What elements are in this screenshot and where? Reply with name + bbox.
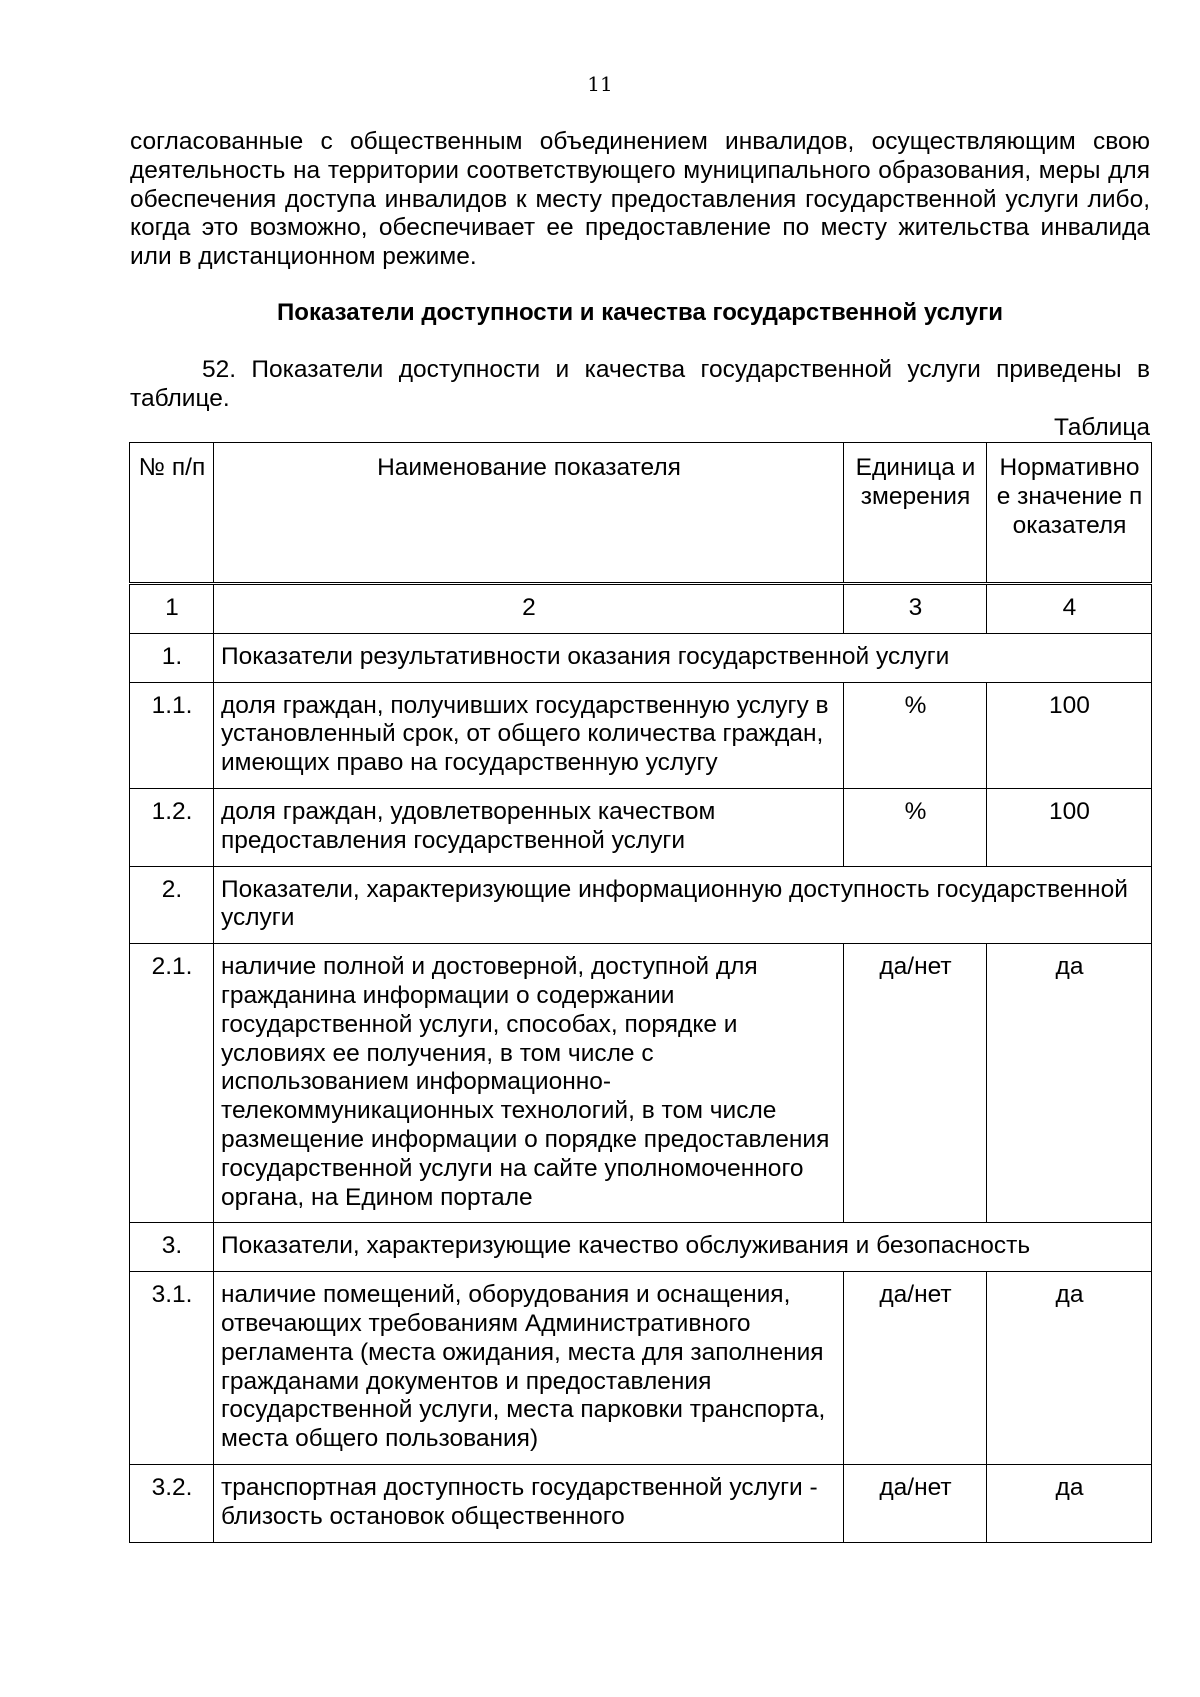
unit-cell: да/нет xyxy=(844,944,987,1223)
indicator-table-body xyxy=(130,585,1152,1543)
header-indicator-name: Наименование показателя xyxy=(214,443,844,583)
table-row xyxy=(130,788,1152,866)
header-norm-value: Нормативное значение показателя xyxy=(987,443,1152,583)
row-number: 1. xyxy=(130,633,214,682)
table-section-row xyxy=(130,633,1152,682)
row-number: 2. xyxy=(130,866,214,944)
table-row xyxy=(130,944,1152,1223)
indicator-name: наличие полной и достоверной, доступной для гражданина информации о содержании государственной услуги, способах, порядке и условиях ее получения, в том числе с использованием информационно-телекоммуникационных технологий, в том числе размещение информации о порядке предоставления государственной услуги на сайте уполномоченного органа, на Едином портале xyxy=(214,944,844,1223)
row-number: 1.1. xyxy=(130,682,214,788)
table-row xyxy=(130,682,1152,788)
paragraph-52: 52. Показатели доступности и качества государственной услуги приведены в таблице. xyxy=(130,356,1150,412)
norm-value-cell: 100 xyxy=(987,788,1152,866)
unit-cell: % xyxy=(844,682,987,788)
column-number-row xyxy=(130,585,1152,634)
page-number: 11 xyxy=(587,72,613,96)
table-header-row xyxy=(130,443,1152,583)
column-number-cell: 4 xyxy=(987,585,1152,634)
table-section-row xyxy=(130,866,1152,944)
section-heading: Показатели результативности оказания государственной услуги xyxy=(214,633,1152,682)
column-number-cell: 2 xyxy=(214,585,844,634)
row-number: 3.2. xyxy=(130,1464,214,1542)
indicator-name: доля граждан, получивших государственную услугу в установленный срок, от общего количества граждан, имеющих право на государственную услугу xyxy=(214,682,844,788)
table-section-row xyxy=(130,1223,1152,1272)
intro-paragraph: согласованные с общественным объединением инвалидов, осуществляющим свою деятельность на территории соответствующего муниципального образования, меры для обеспечения доступа инвалидов к месту предоставления государственной услуги либо, когда это возможно, обеспечивает ее предоставление по месту жительства инвалида или в дистанционном режиме. xyxy=(130,128,1150,271)
norm-value-cell: 100 xyxy=(987,682,1152,788)
table-caption: Таблица xyxy=(1053,414,1150,441)
row-number: 3.1. xyxy=(130,1272,214,1465)
header-number: № п/п xyxy=(130,443,214,583)
indicator-name: наличие помещений, оборудования и оснащения, отвечающих требованиям Административного регламента (места ожидания, места для заполнения гражданами документов и предоставления государственной услуги, места парковки транспорта, места общего пользования) xyxy=(214,1272,844,1465)
table-row xyxy=(130,1272,1152,1465)
row-number: 1.2. xyxy=(130,788,214,866)
unit-cell: да/нет xyxy=(844,1272,987,1465)
section-heading: Показатели, характеризующие информационную доступность государственной услуги xyxy=(214,866,1152,944)
header-unit: Единица измерения xyxy=(844,443,987,583)
norm-value-cell: да xyxy=(987,1272,1152,1465)
column-number-cell: 3 xyxy=(844,585,987,634)
indicator-name: доля граждан, удовлетворенных качеством предоставления государственной услуги xyxy=(214,788,844,866)
unit-cell: % xyxy=(844,788,987,866)
section-title: Показатели доступности и качества государственной услуги xyxy=(277,299,1003,326)
row-number: 2.1. xyxy=(130,944,214,1223)
indicator-name: транспортная доступность государственной услуги - близость остановок общественного xyxy=(214,1464,844,1542)
norm-value-cell: да xyxy=(987,944,1152,1223)
norm-value-cell: да xyxy=(987,1464,1152,1542)
table-row xyxy=(130,1464,1152,1542)
row-number: 3. xyxy=(130,1223,214,1272)
unit-cell: да/нет xyxy=(844,1464,987,1542)
indicator-table xyxy=(129,584,1152,1543)
column-number-cell: 1 xyxy=(130,585,214,634)
table-header xyxy=(129,442,1152,583)
section-heading: Показатели, характеризующие качество обслуживания и безопасность xyxy=(214,1223,1152,1272)
